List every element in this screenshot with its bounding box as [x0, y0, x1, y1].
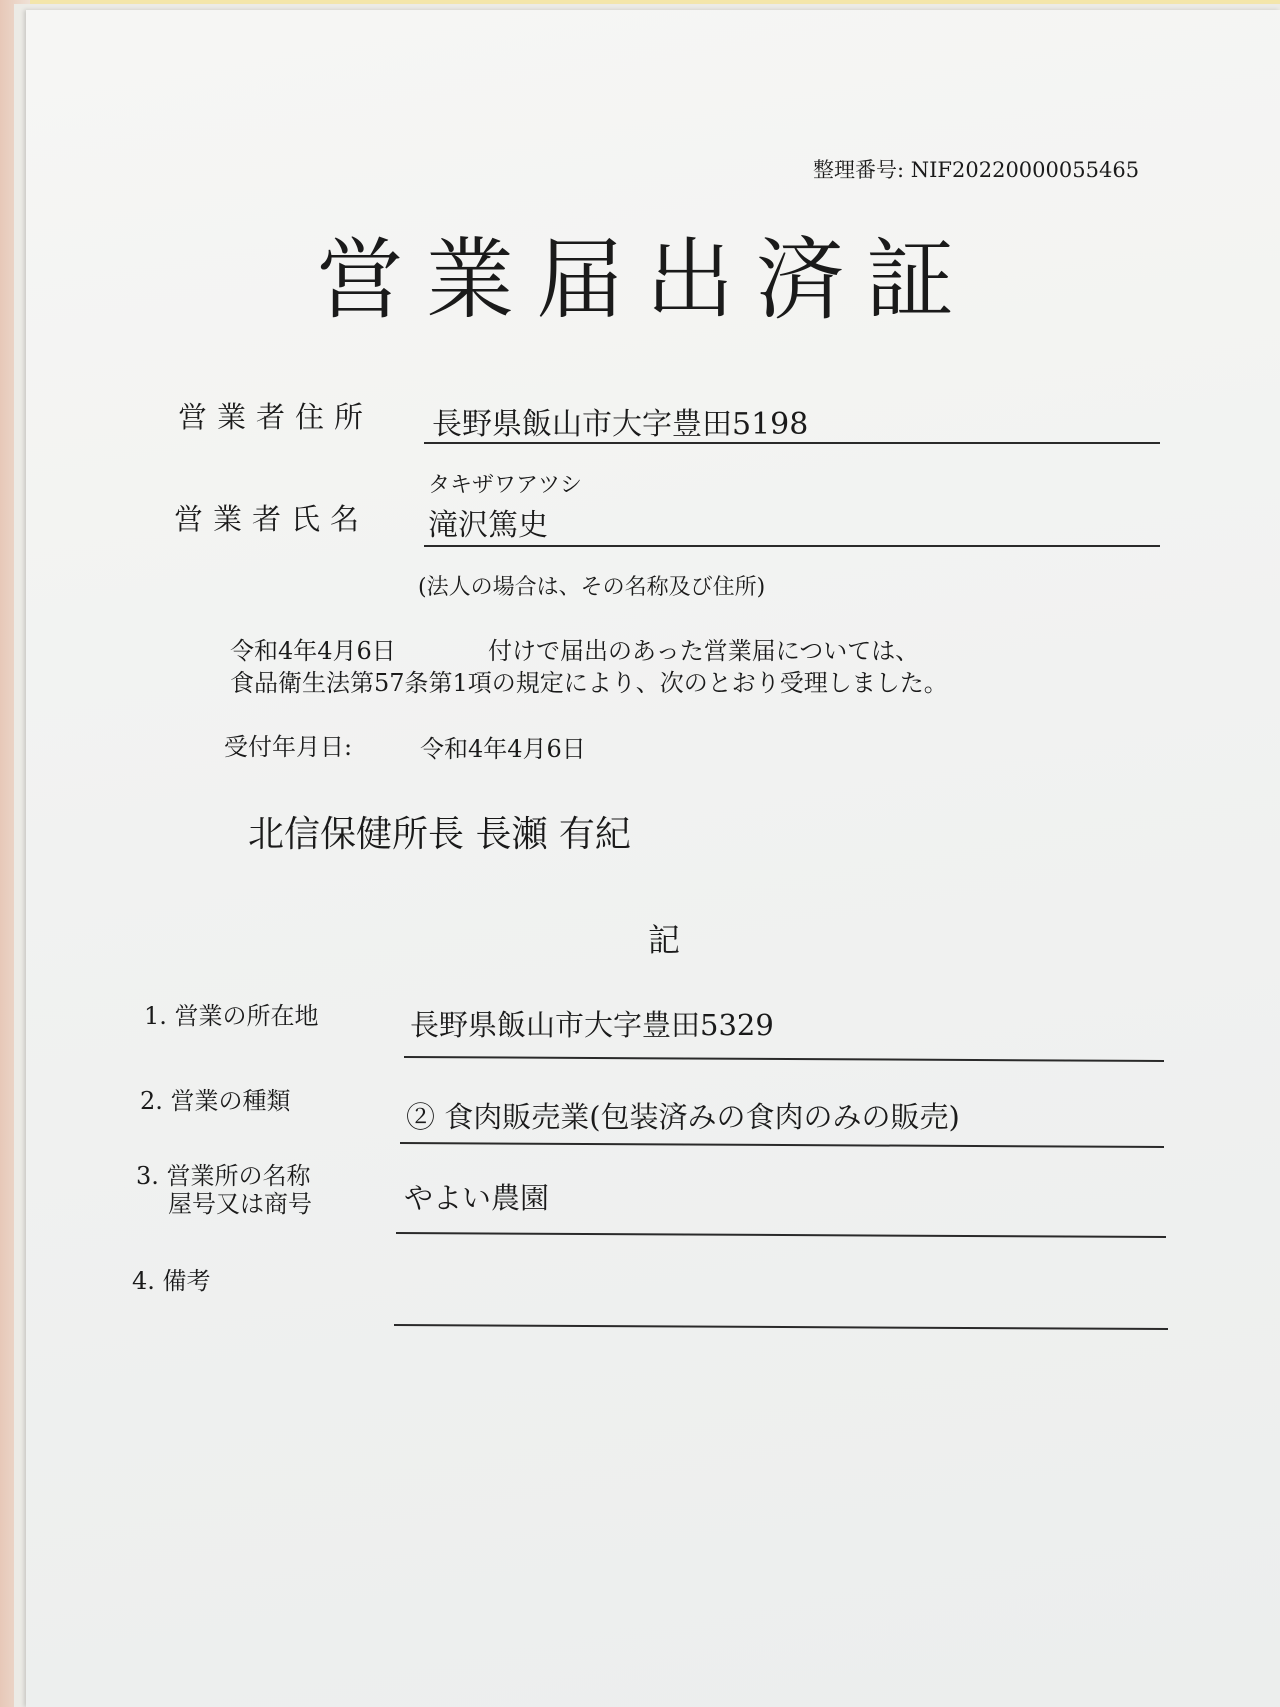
address-underline [424, 442, 1160, 444]
item-1-underline [404, 1056, 1164, 1062]
notice-date: 令和4年4月6日 [230, 637, 396, 665]
certificate-paper [26, 10, 1280, 1707]
document-title: 営業届出済証 [316, 228, 977, 331]
item-4-underline [394, 1324, 1168, 1330]
item-3-underline [396, 1232, 1166, 1238]
operator-address-label: 営業者住所 [178, 400, 374, 434]
item-3-value: やよい農園 [404, 1181, 550, 1215]
issuer-name: 北信保健所長 長瀬 有紀 [248, 814, 631, 855]
item-3-label-line1: 3. 営業所の名称 [136, 1162, 311, 1190]
serial-number-line [813, 154, 1139, 184]
serial-number: NIF20220000055465 [910, 158, 1140, 182]
received-label: 受付年月日: [224, 733, 353, 761]
item-4-label: 4. 備考 [132, 1267, 211, 1295]
operator-name-value: 滝沢篤史 [428, 508, 548, 543]
operator-name-reading: タキザワアツシ [428, 473, 583, 498]
serial-label: 整理番号: [813, 158, 905, 182]
item-3-label [136, 1162, 312, 1218]
notice-line2: 食品衛生法第57条第1項の規定により、次のとおり受理しました。 [230, 669, 948, 697]
item-2-label: 2. 営業の種類 [140, 1087, 291, 1115]
notice-line1: 付けで届出のあった営業届については、 [488, 637, 920, 665]
received-date: 令和4年4月6日 [420, 735, 586, 763]
item-1-label: 1. 営業の所在地 [144, 1002, 319, 1030]
item-1-value: 長野県飯山市大字豊田5329 [410, 1008, 774, 1042]
item-3-label-line2: 屋号又は商号 [168, 1190, 312, 1218]
name-underline [424, 545, 1160, 547]
item-2-value: ② 食肉販売業(包装済みの食肉のみの販売) [406, 1100, 960, 1134]
item-2-underline [400, 1142, 1164, 1148]
corporate-note: (法人の場合は、その名称及び住所) [418, 575, 766, 600]
ki-heading: 記 [648, 921, 681, 959]
operator-name-label: 営業者氏名 [174, 502, 370, 536]
operator-address-value: 長野県飯山市大字豊田5198 [432, 407, 809, 442]
